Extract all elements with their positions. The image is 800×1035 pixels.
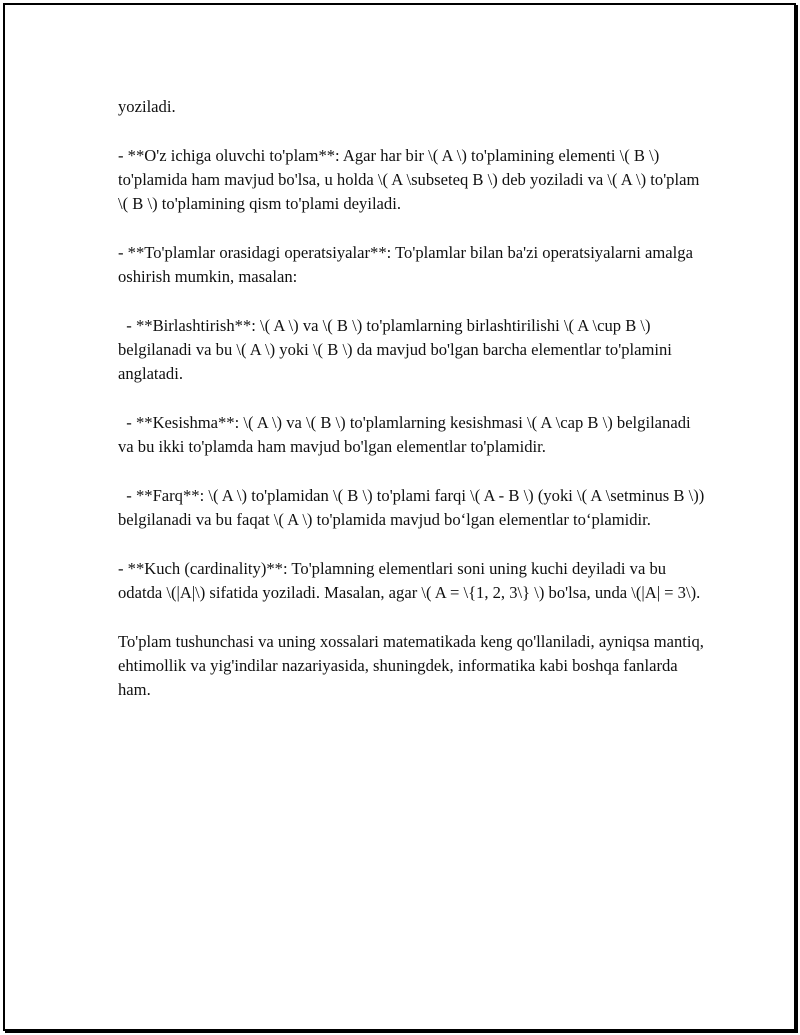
paragraph-union: - **Birlashtirish**: \( A \) va \( B \) to'plamlarning birlashtirilishi \( A \cup B \) belgilanadi va bu \( A \) yoki \( B \) da mavjud bo'lgan barcha elementlar to'plamini anglatadi. (118, 315, 677, 384)
paragraph-subset: - **O'z ichiga oluvchi to'plam**: Agar har bir \( A \) to'plamining elementi \( B \) to'plamida ham mavjud bo'lsa, u holda \( A \subseteq B \) deb yoziladi va \( A \) to'plam \( B \) to'plamining qism to'plami deyiladi. (118, 145, 704, 214)
paragraph-continuation: yoziladi. (118, 97, 176, 116)
paragraph-difference: - **Farq**: \( A \) to'plamidan \( B \) to'plami farqi \( A - B \) (yoki \( A \setminus B \)) belgilanadi va bu faqat \( A \) to'plamida mavjud bo‘lgan elementlar to‘plamidir. (118, 485, 709, 530)
paragraph-intersection: - **Kesishma**: \( A \) va \( B \) to'plamlarning kesishmasi \( A \cap B \) belgilanadi va bu ikki to'plamda ham mavjud bo'lgan elementlar to'plamidir. (118, 412, 695, 457)
document-body (118, 95, 708, 727)
paragraph-conclusion: To'plam tushunchasi va uning xossalari matematikada keng qo'llaniladi, ayniqsa mantiq, ehtimollik va yig'indilar nazariyasida, shuningdek, informatika kabi boshqa fanlarda ham. (118, 631, 709, 700)
page (3, 3, 796, 1031)
paragraph-cardinality: - **Kuch (cardinality)**: To'plamning elementlari soni uning kuchi deyiladi va bu odatda \(|A|\) sifatida yoziladi. Masalan, agar \( A = \{1, 2, 3\} \) bo'lsa, unda \(|A| = 3\). (118, 558, 701, 602)
paragraph-operations: - **To'plamlar orasidagi operatsiyalar**: To'plamlar bilan ba'zi operatsiyalarni amalga oshirish mumkin, masalan: (118, 242, 698, 287)
